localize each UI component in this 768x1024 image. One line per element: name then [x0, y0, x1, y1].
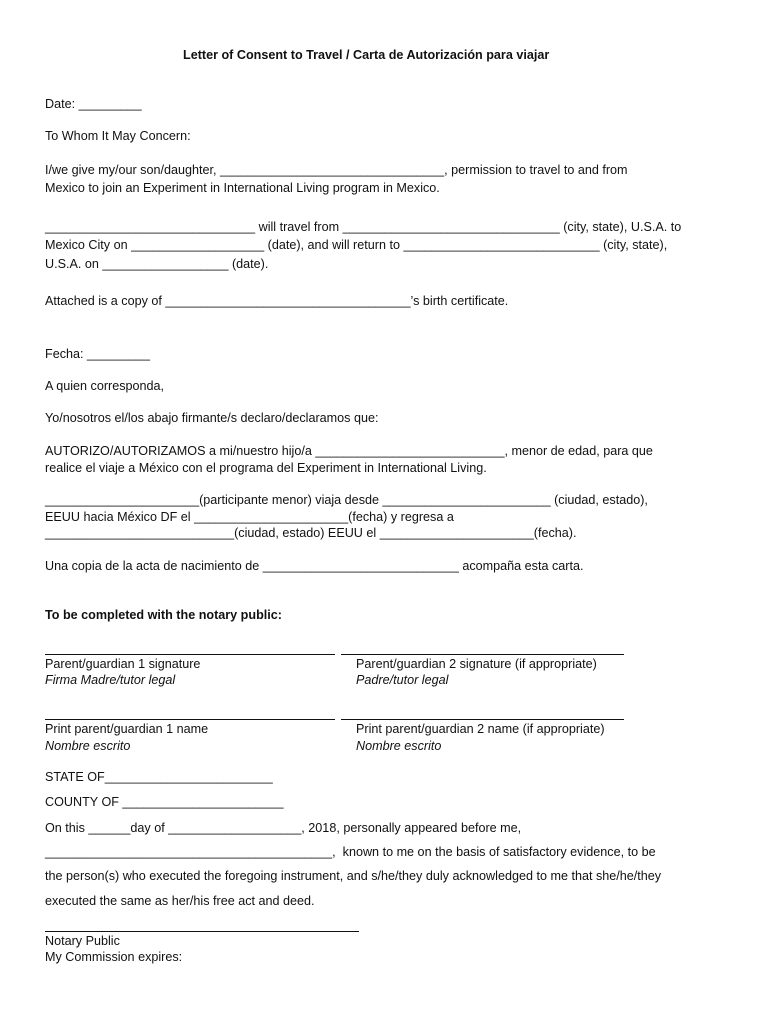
attached-copy-line: Attached is a copy of ___________________________________’s birth certificate.: [45, 294, 509, 308]
travel-text-line-2: Mexico City on ___________________ (date), and will return to ____________________________ (city, state),: [45, 238, 668, 252]
commission-expires-label: My Commission expires:: [45, 950, 183, 964]
authorization-line-1: AUTORIZO/AUTORIZAMOS a mi/nuestro hijo/a ___________________________, menor de edad, para que: [45, 444, 653, 458]
declaration-line: Yo/nosotros el/los abajo firmante/s declaro/declaramos que:: [45, 411, 379, 425]
greeting-es: A quien corresponda,: [45, 379, 165, 393]
date-line: Date: _________: [45, 97, 142, 111]
known-to-me-line-2: the person(s) who executed the foregoing instrument, and s/he/they duly acknowledged to me that she/he/they: [45, 869, 662, 883]
signature-2-label-es: Padre/tutor legal: [356, 673, 449, 687]
viaje-line-2: EEUU hacia México DF el ______________________(fecha) y regresa a: [45, 510, 454, 524]
travel-text-line-1: ______________________________ will travel from _______________________________ (city, state), U.S.A. to: [45, 220, 682, 234]
notary-heading: To be completed with the notary public:: [45, 608, 282, 622]
travel-text-line-3: U.S.A. on __________________ (date).: [45, 257, 269, 271]
signature-1-label: Parent/guardian 1 signature: [45, 657, 201, 671]
greeting-en: To Whom It May Concern:: [45, 129, 191, 143]
print-name-1-label: Print parent/guardian 1 name: [45, 722, 209, 736]
county-of-line: COUNTY OF _______________________: [45, 795, 284, 809]
signature-1-label-es: Firma Madre/tutor legal: [45, 673, 176, 687]
print-name-2-rule: [341, 719, 624, 720]
signature-1-rule: [45, 654, 335, 655]
document-title: Letter of Consent to Travel / Carta de Autorización para viajar: [183, 48, 550, 62]
known-to-me-line-1: _________________________________________, known to me on the basis of satisfactory evidence, to be: [45, 845, 656, 859]
on-this-day-line: On this ______day of ___________________, 2018, personally appeared before me,: [45, 821, 522, 835]
authorization-line-2: realice el viaje a México con el programa del Experiment in International Living.: [45, 461, 487, 475]
fecha-line: Fecha: _________: [45, 347, 151, 361]
notary-signature-rule: [45, 931, 359, 932]
consent-text-line-1: I/we give my/our son/daughter, ________________________________, permission to travel to and from: [45, 163, 628, 177]
signature-2-rule: [341, 654, 624, 655]
viaje-line-3: ___________________________(ciudad, estado) EEUU el ______________________(fecha).: [45, 526, 577, 540]
print-name-1-label-es: Nombre escrito: [45, 739, 131, 753]
known-to-me-line-3: executed the same as her/his free act and deed.: [45, 894, 315, 908]
state-of-line: STATE OF________________________: [45, 770, 273, 784]
birth-certificate-copy-line: Una copia de la acta de nacimiento de ____________________________ acompaña esta carta.: [45, 559, 584, 573]
print-name-1-rule: [45, 719, 335, 720]
notary-public-label: Notary Public: [45, 934, 120, 948]
consent-text-line-2: Mexico to join an Experiment in International Living program in Mexico.: [45, 181, 440, 195]
signature-2-label: Parent/guardian 2 signature (if appropriate): [356, 657, 597, 671]
print-name-2-label-es: Nombre escrito: [356, 739, 442, 753]
print-name-2-label: Print parent/guardian 2 name (if appropriate): [356, 722, 605, 736]
viaje-line-1: ______________________(participante menor) viaja desde ________________________ (ciudad, estado),: [45, 493, 648, 507]
